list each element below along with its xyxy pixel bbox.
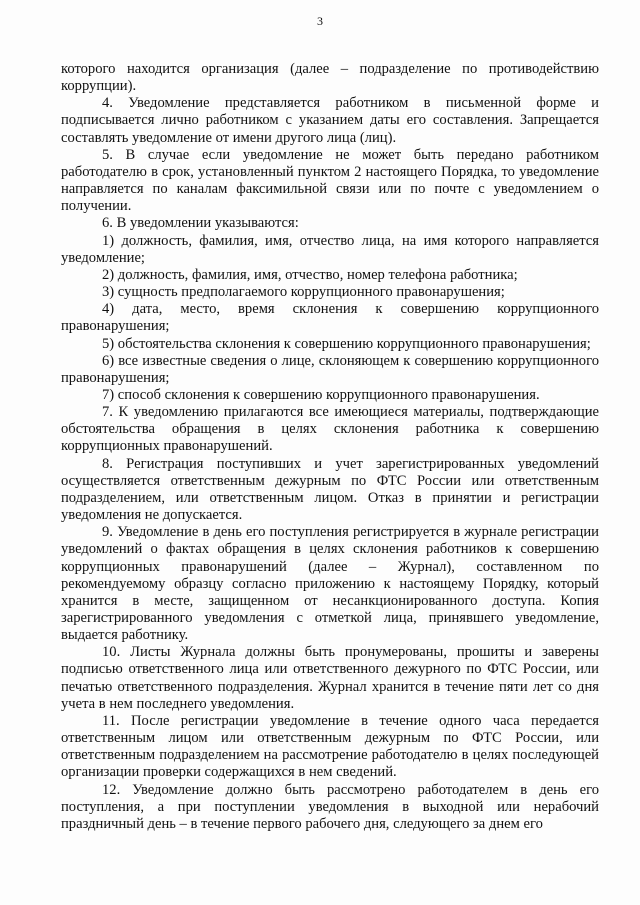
document-body [61, 61, 599, 833]
page-number: 3 [317, 14, 323, 28]
paragraph-item-6: 6. В уведомлении указываются: [102, 215, 299, 232]
list-item-6-6: 6) все известные сведения о лице, склоняющем к совершению коррупционного правонарушения; [61, 352, 599, 386]
paragraph-item-9: 9. Уведомление в день его поступления регистрируется в журнале регистрации уведомлений о фактах обращения в целях склонения работников к совершению коррупционных правонарушений (далее – Журнал), составленном по рекомендуемому образцу согласно приложению к настоящему Порядку, который хранится в месте, защищенном от несанкционированного доступа. Копия зарегистрированного уведомления с отметкой лица, принявшего уведомление, выдается работнику. [61, 524, 599, 644]
paragraph-item-10: 10. Листы Журнала должны быть пронумерованы, прошиты и заверены подписью ответственного лица или ответственного дежурного по ФТС России, или печатью ответственного подразделения. Журнал хранится в течение пяти лет со дня учета в нем последнего уведомления. [61, 644, 599, 712]
paragraph-item-8: 8. Регистрация поступивших и учет зарегистрированных уведомлений осуществляется ответственным дежурным по ФТС России или ответственным подразделением, или ответственным лицом. Отказ в принятии и регистрации уведомления не допускается. [61, 455, 599, 524]
paragraph-continuation: которого находится организация (далее – подразделение по противодействию коррупции). [61, 61, 599, 95]
list-item-6-3: 3) сущность предполагаемого коррупционного правонарушения; [102, 284, 505, 301]
paragraph-item-4: 4. Уведомление представляется работником в письменной форме и подписывается лично работником с указанием даты его составления. Запрещается составлять уведомление от имени другого лица (лиц). [61, 95, 599, 146]
list-item-6-7: 7) способ склонения к совершению коррупционного правонарушения. [102, 386, 540, 403]
list-item-6-2: 2) должность, фамилия, имя, отчество, номер телефона работника; [102, 266, 518, 283]
list-item-6-4: 4) дата, место, время склонения к совершению коррупционного правонарушения; [61, 301, 599, 335]
list-item-6-1: 1) должность, фамилия, имя, отчество лица, на имя которого направляется уведомление; [61, 232, 599, 266]
paragraph-item-12: 12. Уведомление должно быть рассмотрено работодателем в день его поступления, а при поступлении уведомления в выходной или нерабочий праздничный день – в течение первого рабочего дня, следующего за днем его [61, 781, 599, 832]
paragraph-item-11: 11. После регистрации уведомление в течение одного часа передается ответственным лицом или ответственным дежурным по ФТС России, или ответственным подразделением на рассмотрение работодателю в целях последующей организации проверки содержащихся в нем сведений. [61, 712, 599, 781]
paragraph-item-5: 5. В случае если уведомление не может быть передано работником работодателю в срок, установленный пунктом 2 настоящего Порядка, то уведомление направляется по каналам факсимильной связи или по почте с уведомлением о получении. [61, 146, 599, 215]
paragraph-item-7: 7. К уведомлению прилагаются все имеющиеся материалы, подтверждающие обстоятельства обращения в целях склонения работника к совершению коррупционных правонарушений. [61, 404, 599, 455]
list-item-6-5: 5) обстоятельства склонения к совершению коррупционного правонарушения; [102, 335, 591, 352]
